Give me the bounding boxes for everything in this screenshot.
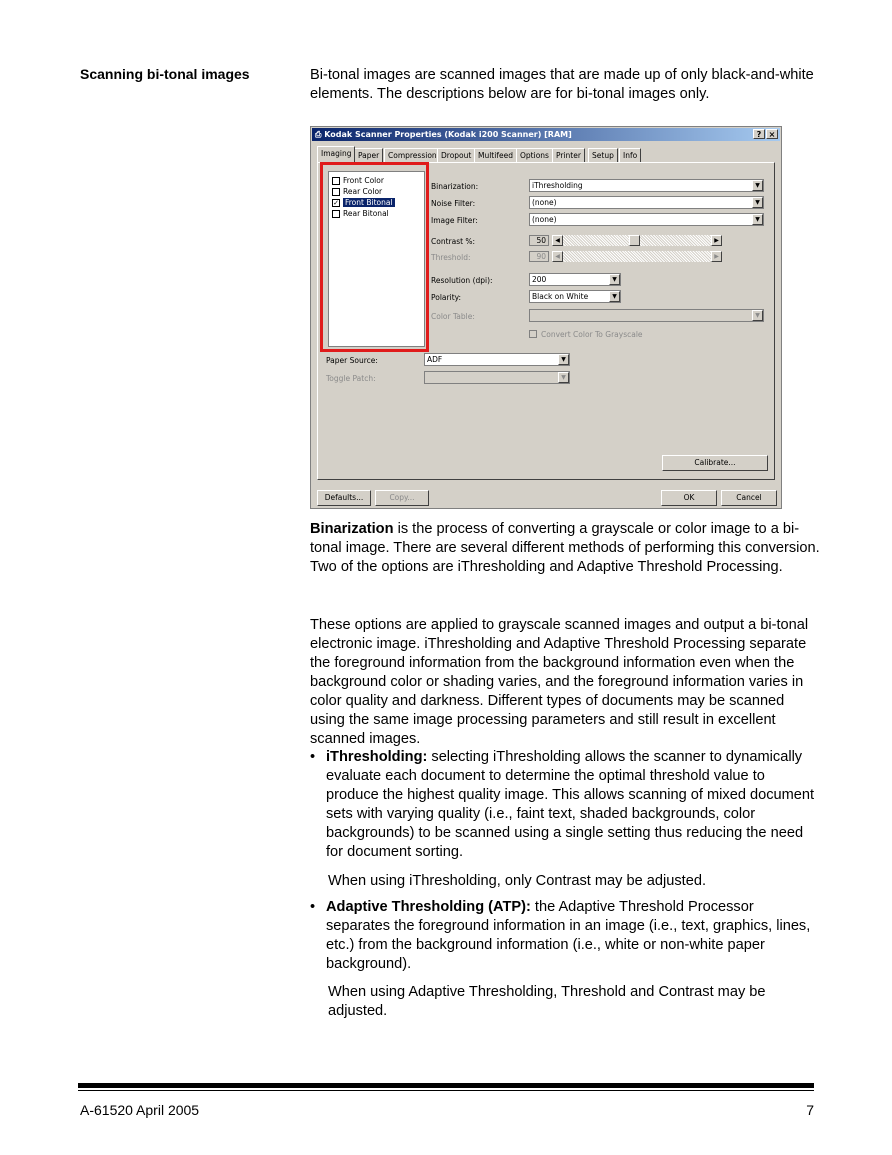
- chevron-down-icon[interactable]: ▼: [752, 197, 763, 208]
- dialog-titlebar: [312, 128, 780, 141]
- chevron-left-icon[interactable]: ◀: [552, 235, 563, 246]
- chevron-down-icon[interactable]: ▼: [752, 180, 763, 191]
- threshold-label: Threshold:: [431, 253, 471, 262]
- tab-printer[interactable]: Printer: [552, 148, 585, 162]
- checkbox-checked[interactable]: ✓: [333, 199, 339, 207]
- tab-dropout[interactable]: Dropout: [437, 148, 475, 162]
- dialog-title: Kodak Scanner Properties (Kodak i200 Scanner) [RAM]: [324, 130, 572, 139]
- intro-paragraph: Bi-tonal images are scanned images that are made up of only black-and-white elements. The descriptions below are for bi-tonal images only.: [310, 67, 814, 102]
- chevron-down-icon: ▼: [752, 310, 763, 321]
- noise-filter-label: Noise Filter:: [431, 199, 476, 208]
- binarization-paragraph: Binarization is the process of converting a grayscale or color image to a bi-tonal image. There are several different methods of performing this conversion. Two of the options are iThresholding and Adaptive Threshold Processing.: [310, 521, 820, 575]
- polarity-label: Polarity:: [431, 293, 462, 302]
- threshold-value: 90: [529, 251, 549, 262]
- color-table-label: Color Table:: [431, 312, 475, 321]
- ithresholding-note: When using iThresholding, only Contrast may be adjusted.: [328, 873, 707, 889]
- bullet-icon: •: [310, 749, 316, 765]
- resolution-label: Resolution (dpi):: [431, 276, 493, 285]
- list-item-front-bitonal[interactable]: ✓ Front Bitonal: [333, 198, 393, 207]
- binarization-term: Binarization: [310, 521, 394, 537]
- chevron-down-icon[interactable]: ▼: [609, 274, 620, 285]
- chevron-right-icon: ▶: [711, 251, 722, 262]
- list-item-ithresholding: • iThresholding: selecting iThresholding allows the scanner to dynamically evaluate each document to determine the optimal threshold value to produce the highest quality image. This allows scanning of mixed document sets with varying quality (i.e., faint text, shaded backgrounds, color backgrounds) to be scanned using a single setting thus reducing the need for document sorting.: [310, 749, 815, 860]
- footer-rule-thin: [78, 1090, 814, 1091]
- resolution-select[interactable]: 200 ▼: [529, 273, 621, 286]
- close-button[interactable]: ×: [766, 129, 778, 139]
- chevron-down-icon[interactable]: ▼: [558, 354, 569, 365]
- page-number: 7: [806, 1102, 814, 1118]
- contrast-label: Contrast %:: [431, 237, 476, 246]
- image-filter-label: Image Filter:: [431, 216, 478, 225]
- tab-compression[interactable]: Compression: [384, 148, 441, 162]
- convert-grayscale-label: Convert Color To Grayscale: [541, 330, 643, 339]
- footer-doc-id: A-61520 April 2005: [80, 1102, 200, 1118]
- contrast-slider-thumb[interactable]: [629, 235, 640, 246]
- list-item-adaptive-thresholding: • Adaptive Thresholding (ATP): the Adaptive Threshold Processor separates the foreground information in an image (i.e., text, graphics, lines, etc.) from the background information (i.e., white or non-white paper background).: [310, 899, 811, 972]
- list-item-rear-color[interactable]: Rear Color: [332, 186, 382, 197]
- highlight-box: [320, 162, 429, 352]
- tab-paper[interactable]: Paper: [354, 148, 383, 162]
- adaptive-thresholding-note: When using Adaptive Thresholding, Threshold and Contrast may be adjusted.: [328, 984, 766, 1019]
- convert-grayscale-checkbox: [529, 330, 537, 338]
- calibrate-button[interactable]: Calibrate...: [662, 455, 768, 471]
- contrast-value[interactable]: 50: [529, 235, 549, 246]
- copy-button: Copy...: [375, 490, 429, 506]
- list-item-rear-bitonal[interactable]: Rear Bitonal: [332, 208, 389, 219]
- noise-filter-select[interactable]: (none) ▼: [529, 196, 764, 209]
- help-button[interactable]: ?: [753, 129, 765, 139]
- scanner-properties-dialog: [310, 126, 782, 509]
- tab-info[interactable]: Info: [619, 148, 641, 162]
- toggle-patch-select: [424, 371, 570, 384]
- paper-source-select[interactable]: ADF ▼: [424, 353, 570, 366]
- tab-imaging[interactable]: Imaging: [317, 146, 355, 162]
- toggle-patch-label: Toggle Patch:: [326, 374, 376, 383]
- binarization-label: Binarization:: [431, 182, 479, 191]
- image-filter-select[interactable]: (none) ▼: [529, 213, 764, 226]
- bullet-icon: •: [310, 899, 316, 915]
- ok-button[interactable]: OK: [661, 490, 717, 506]
- color-table-select: [529, 309, 764, 322]
- chevron-down-icon: ▼: [558, 372, 569, 383]
- paper-source-label: Paper Source:: [326, 356, 378, 365]
- contrast-slider[interactable]: [552, 235, 722, 246]
- polarity-select[interactable]: Black on White ▼: [529, 290, 621, 303]
- tab-multifeed[interactable]: Multifeed: [474, 148, 517, 162]
- binarization-select[interactable]: iThresholding ▼: [529, 179, 764, 192]
- defaults-button[interactable]: Defaults...: [317, 490, 371, 506]
- tab-options[interactable]: Options: [516, 148, 553, 162]
- options-paragraph: These options are applied to grayscale scanned images and output a bi-tonal electronic image. iThresholding and Adaptive Threshold Processing separate the foreground information from the background information even when the background color or shading varies, and the foreground information varies in color quality and darkness. Different types of documents may be scanned using the same image processing parameters and still result in excellent scanned images.: [310, 617, 809, 747]
- footer-rule: [78, 1083, 814, 1088]
- list-item-front-color[interactable]: Front Color: [332, 175, 384, 186]
- threshold-slider: [552, 251, 722, 262]
- chevron-down-icon[interactable]: ▼: [609, 291, 620, 302]
- chevron-right-icon[interactable]: ▶: [711, 235, 722, 246]
- cancel-button[interactable]: Cancel: [721, 490, 777, 506]
- chevron-left-icon: ◀: [552, 251, 563, 262]
- chevron-down-icon[interactable]: ▼: [752, 214, 763, 225]
- tab-setup[interactable]: Setup: [588, 148, 618, 162]
- imaging-tab-panel: [317, 162, 775, 480]
- scanner-icon: ⎙: [315, 130, 322, 139]
- section-heading: Scanning bi-tonal images: [80, 66, 250, 82]
